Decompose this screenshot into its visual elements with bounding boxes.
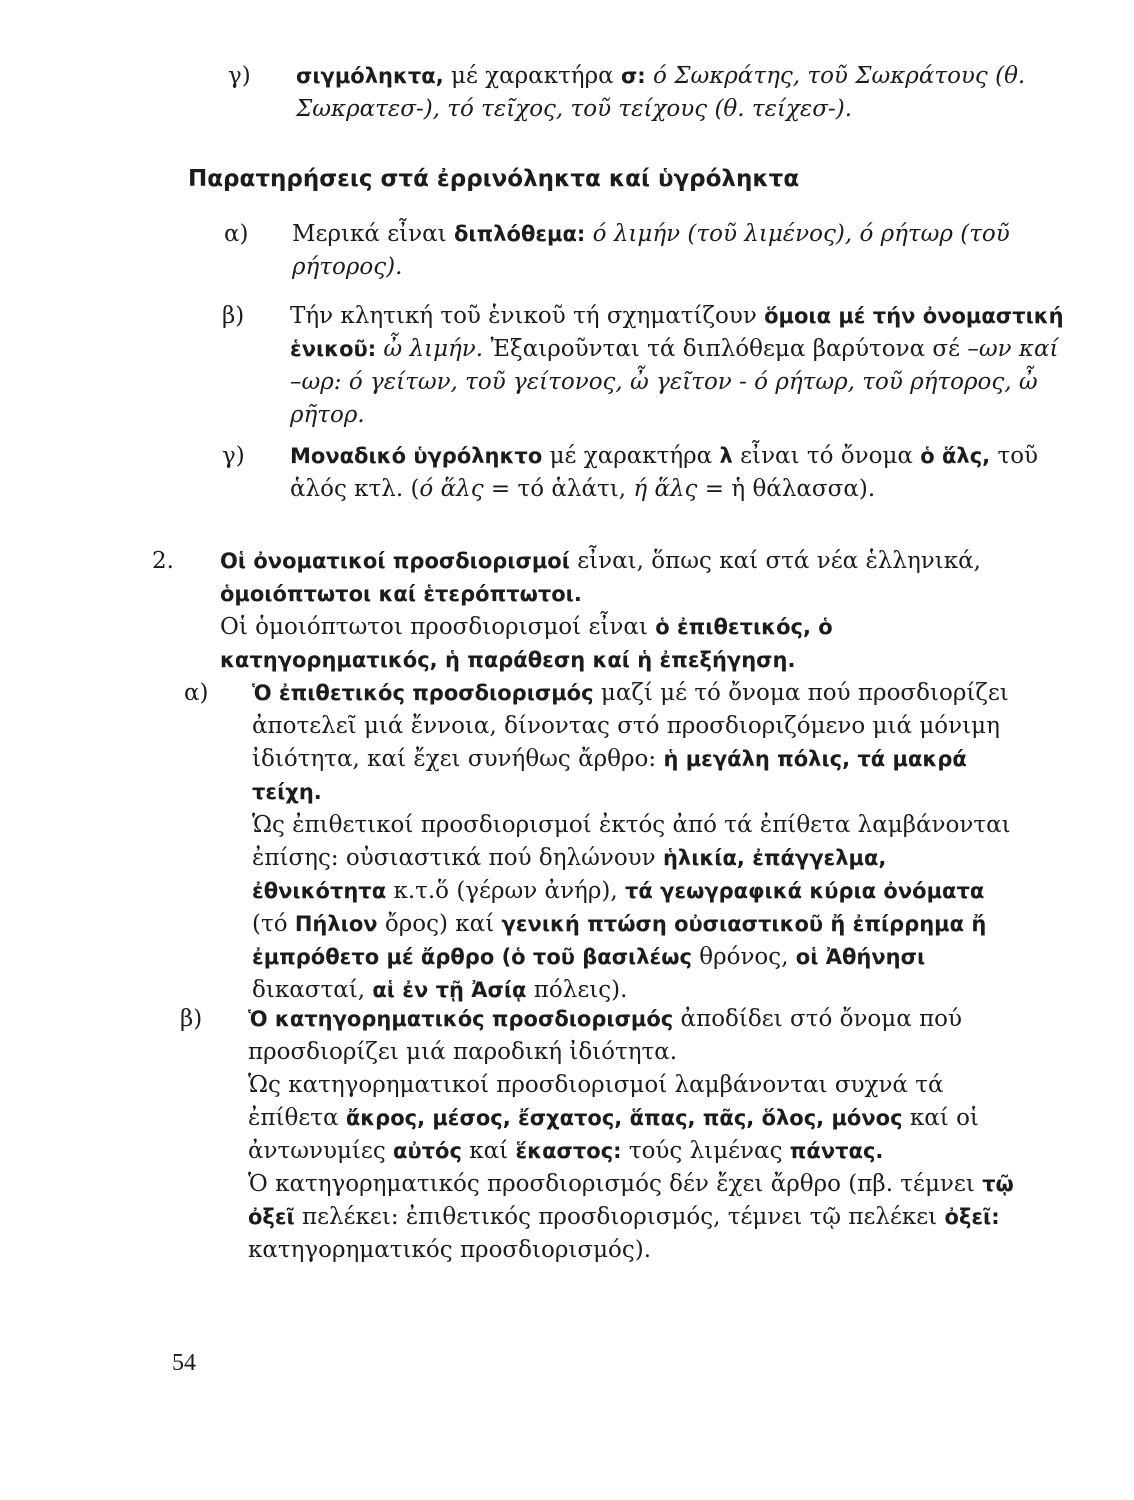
bold-term: τῷ ὀξεῖ [248, 1172, 1014, 1229]
example-text: ή ἅλς [633, 476, 698, 502]
observation-c: γ) Μοναδικό ὑγρόληκτο μέ χαρακτήρα λ εἶναι τό ὄνομα ὁ ἅλς, τοῦ ἁλός κτλ. (ό ἅλς = τό ἁλάτι, ή ἅλς = ἡ θάλασσα). [256, 440, 1070, 506]
section-2-paragraph: 2. Οἱ ὀνοματικοί προσδιορισμοί εἶναι, ὅπως καί στά νέα ἑλληνικά, ὁμοιόπτωτοι καί ἑτερόπτωτοι. Οἱ ὁμοιόπτωτοι προσδιορισμοί εἶναι ὁ ἐπιθετικός, ὁ κατηγορηματικός, ἡ παράθεση καί ἡ ἐπεξήγηση. [186, 545, 1036, 677]
bold-term: πάντας. [789, 1139, 884, 1163]
bold-term: τά γεωγραφικά κύρια ὀνόματα [624, 879, 985, 903]
item-label: γ) [228, 63, 251, 89]
item-label: α) [184, 680, 209, 706]
observation-b: β) Τήν κλητική τοῦ ἑνικοῦ τή σχηματίζουν ὅμοια μέ τήν ὀνομαστική ἑνικοῦ: ὦ λιμήν. Ἐξαιροῦνται τά διπλόθεμα βαρύτονα σέ –ων καί –ωρ: ό γείτων, τοῦ γείτονος, ὦ γεῖτον - ό ρήτωρ, τοῦ ρήτορος, ὦ ρῆτορ. [256, 300, 1070, 432]
bold-term: ὀξεῖ: [944, 1205, 1000, 1229]
bold-term: σιγμόληκτα, [296, 64, 444, 88]
item-label: β) [180, 1006, 203, 1032]
bold-term: ὁμοιόπτωτοι καί ἑτερόπτωτοι. [220, 582, 582, 606]
bold-term: ὁ ἐπιθετικός, ὁ κατηγορηματικός, ἡ παράθεση καί ἡ ἐπεξήγηση. [220, 615, 833, 672]
item-label: β) [222, 303, 245, 329]
bold-term: ὅμοια μέ τήν ὀνομαστική ἑνικοῦ: [290, 304, 1064, 361]
example-text: ὦ λιμήν. [376, 336, 484, 362]
bold-term: οἱ Ἀθήνησι [795, 945, 926, 969]
item-label: α) [224, 221, 249, 247]
bold-term: λ [719, 444, 733, 468]
section-heading: Παρατηρήσεις στά ἐρρινόληκτα καί ὑγρόληκτα [188, 166, 800, 192]
bold-term: ἡ μεγάλη πόλις, τά μακρά τείχη. [252, 747, 967, 804]
gamma-sigma-paragraph: γ) σιγμόληκτα, μέ χαρακτήρα σ: ό Σωκράτης, τοῦ Σωκράτους (θ. Σωκρατεσ-), τό τεῖχος, τοῦ τείχους (θ. τείχεσ-). [262, 60, 1076, 126]
example-text: –ων καί –ωρ: ό γείτων, τοῦ γείτονος, ὦ γεῖτον - ό ρήτωρ, τοῦ ρήτορος, ὦ ρῆτορ. [290, 336, 1059, 428]
section-number: 2. [152, 548, 174, 574]
page-number: 54 [172, 1350, 196, 1376]
subsection-a: α) Ὁ ἐπιθετικός προσδιορισμός μαζί μέ τό ὄνομα πού προσδιορίζει ἀποτελεῖ μιά ἔννοια, δίνοντας στό προσδιοριζόμενο μιά μόνιμη ἰδιότητα, καί ἔχει συνήθως ἄρθρο: ἡ μεγάλη πόλις, τά μακρά τείχη. Ὡς ἐπιθετικοί προσδιορισμοί ἐκτός ἀπό τά ἐπίθετα λαμβάνονται ἐπίσης: οὐσιαστικά πού δηλώνουν ἡλικία, ἐπάγγελμα, ἐθνικότητα κ.τ.ὅ (γέρων ἀνήρ), τά γεωγραφικά κύρια ὀνόματα (τό Πήλιον ὄρος) καί γενική πτώση οὐσιαστικοῦ ἤ ἐπίρρημα ἤ ἐμπρόθετο μέ ἄρθρο (ὁ τοῦ βασιλέως θρόνος, οἱ Ἀθήνησι δικασταί, αἱ ἐν τῇ Ἀσίᾳ πόλεις). [218, 677, 1026, 1007]
example-text: ό ἅλς [419, 476, 484, 502]
bold-term: ὁ ἅλς, [920, 444, 991, 468]
item-label: γ) [222, 443, 245, 469]
subsection-b: β) Ὁ κατηγορηματικός προσδιορισμός ἀποδίδει στό ὄνομα πού προσδιορίζει μιά παροδική ἰδιότητα. Ὡς κατηγορηματικοί προσδιορισμοί λαμβάνονται συχνά τά ἐπίθετα ἄκρος, μέσος, ἔσχατος, ἅπας, πᾶς, ὅλος, μόνος καί οἱ ἀντωνυμίες αὐτός καί ἕκαστος: τούς λιμένας πάντας. Ὁ κατηγορηματικός προσδιορισμός δέν ἔχει ἄρθρο (πβ. τέμνει τῷ ὀξεῖ πελέκει: ἐπιθετικός προσδιορισμός, τέμνει τῷ πελέκει ὀξεῖ: κατηγορηματικός προσδιορισμός). [214, 1003, 1026, 1267]
bold-term: Ὁ κατηγορηματικός προσδιορισμός [248, 1007, 674, 1031]
bold-term: ἕκαστος: [515, 1139, 622, 1163]
bold-term: Πήλιον [294, 912, 378, 936]
bold-term: ἄκρος, μέσος, ἔσχατος, ἅπας, πᾶς, ὅλος, μόνος [345, 1106, 903, 1130]
bold-term: αἱ ἐν τῇ Ἀσίᾳ [372, 978, 527, 1002]
bold-term: Ὁ ἐπιθετικός προσδιορισμός [252, 681, 594, 705]
bold-term: αὐτός [393, 1139, 462, 1163]
example-text: ό Σωκράτης, τοῦ Σωκράτους (θ. Σωκρατεσ-), τό τεῖχος, τοῦ τείχους (θ. τείχεσ-). [296, 63, 1026, 122]
bold-term: ἡλικία, ἐπάγγελμα, ἐθνικότητα [252, 846, 887, 903]
bold-term: γενική πτώση οὐσιαστικοῦ ἤ ἐπίρρημα ἤ ἐμπρόθετο μέ ἄρθρο (ὁ τοῦ βασιλέως [252, 912, 987, 969]
observation-a: α) Μερικά εἶναι διπλόθεμα: ό λιμήν (τοῦ λιμένος), ό ρήτωρ (τοῦ ρήτορος). [258, 218, 1062, 284]
bold-term: Μοναδικό ὑγρόληκτο [290, 444, 543, 468]
bold-term: σ: [620, 64, 646, 88]
bold-term: Οἱ ὀνοματικοί προσδιορισμοί [220, 549, 570, 573]
example-text: ό λιμήν (τοῦ λιμένος), ό ρήτωρ (τοῦ ρήτορος). [292, 221, 1010, 280]
bold-term: διπλόθεμα: [454, 222, 586, 246]
